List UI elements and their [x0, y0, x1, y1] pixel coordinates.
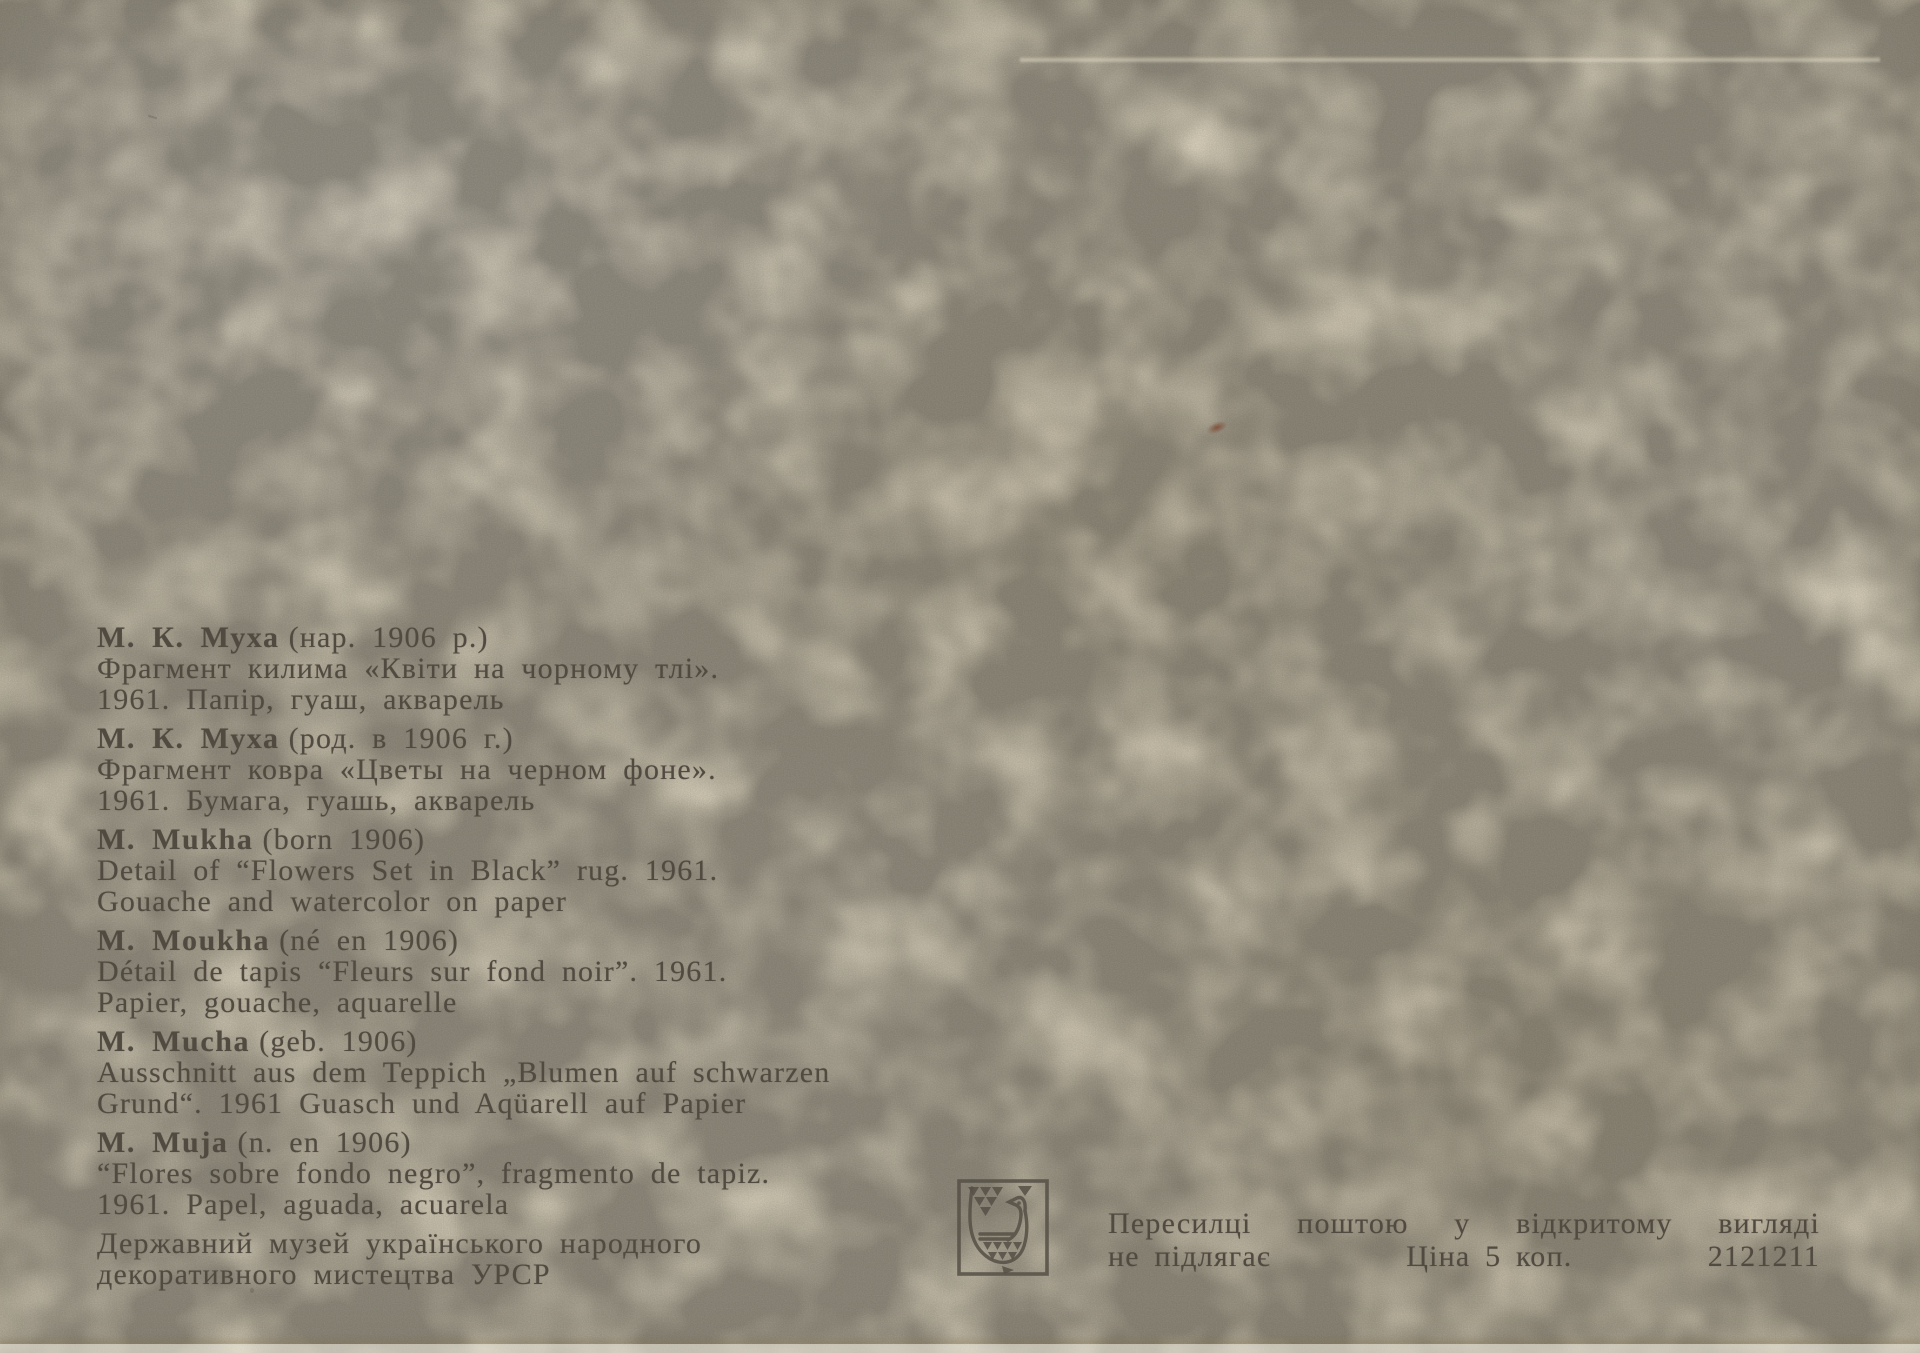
postal-line: Пересилці поштою у відкритому вигляді — [1108, 1207, 1820, 1240]
caption-line: Détail de tapis “Fleurs sur fond noir”. 1961. — [97, 955, 728, 988]
publisher-logo — [956, 1178, 1050, 1277]
caption-line: Papier, gouache, aquarelle — [97, 986, 458, 1019]
price-label: Ціна 5 коп. — [1406, 1240, 1573, 1273]
caption-line: Фрагмент ковра «Цветы на черном фоне». — [97, 753, 717, 786]
artist-name: M. Mucha — [97, 1025, 251, 1058]
caption-entry-german — [97, 1026, 917, 1119]
caption-block — [97, 622, 917, 1290]
artist-birth: (n. en 1906) — [237, 1126, 412, 1159]
caption-line: 1961. Бумага, гуашь, акварель — [97, 784, 536, 817]
artist-birth: (нар. 1906 р.) — [288, 621, 489, 654]
artist-line — [97, 622, 917, 653]
crease-line — [1020, 56, 1880, 63]
caption-line: Detail of “Flowers Set in Black” rug. 1961. — [97, 854, 719, 887]
museum-line: декоративного мистецтва УРСР — [97, 1258, 551, 1291]
artist-name: M. Moukha — [97, 924, 271, 957]
caption-entry-spanish — [97, 1127, 917, 1220]
artist-line — [97, 1026, 917, 1057]
caption-line: 1961. Папір, гуаш, акварель — [97, 683, 505, 716]
artist-birth: (né en 1906) — [279, 924, 460, 957]
caption-line: Фрагмент килима «Квіти на чорному тлі». — [97, 652, 720, 685]
card-bottom-edge-shadow — [0, 1336, 1920, 1344]
print-run-number: 2121211 — [1707, 1240, 1820, 1273]
caption-line: Grund“. 1961 Guasch und Aqüarell auf Papier — [97, 1087, 747, 1120]
artist-birth: (geb. 1906) — [259, 1025, 418, 1058]
artist-line — [97, 925, 917, 956]
artist-name: М. К. Муха — [97, 621, 280, 654]
postal-note — [1108, 1208, 1820, 1273]
artist-birth: (род. в 1906 г.) — [288, 722, 514, 755]
artist-birth: (born 1906) — [262, 823, 426, 856]
postal-line — [1108, 1241, 1820, 1273]
caption-entry-ukrainian — [97, 622, 917, 715]
postal-note-left: не підлягає — [1108, 1240, 1271, 1273]
museum-line: Державний музей українського народного — [97, 1227, 703, 1260]
card-bottom-edge-highlight — [0, 1344, 1920, 1353]
artist-name: М. К. Муха — [97, 722, 280, 755]
caption-entry-english — [97, 824, 917, 917]
caption-entry-french — [97, 925, 917, 1018]
caption-line: Ausschnitt aus dem Teppich „Blumen auf schwarzen — [97, 1056, 831, 1089]
bird-publisher-mark-icon — [956, 1178, 1050, 1277]
artist-name: M. Mukha — [97, 823, 254, 856]
paper-speck — [148, 115, 157, 120]
caption-line: “Flores sobre fondo negro”, fragmento de tapiz. — [97, 1157, 771, 1190]
caption-entry-russian — [97, 723, 917, 816]
artist-name: M. Muja — [97, 1126, 229, 1159]
artist-line — [97, 723, 917, 754]
stain-spot — [1205, 418, 1230, 436]
artist-line — [97, 824, 917, 855]
artist-line — [97, 1127, 917, 1158]
caption-line: 1961. Papel, aguada, acuarela — [97, 1188, 510, 1221]
caption-line: Gouache and watercolor on paper — [97, 885, 568, 918]
museum-credit — [97, 1228, 917, 1290]
